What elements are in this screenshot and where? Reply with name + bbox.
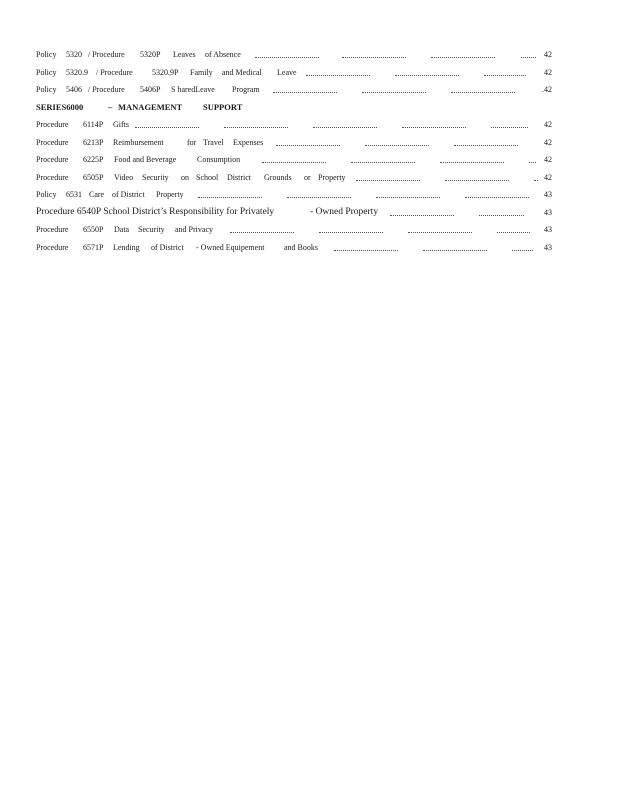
dot-leader [529, 162, 536, 163]
toc-entry-text: Expenses [233, 137, 264, 147]
toc-entry[interactable] [36, 151, 552, 169]
toc-entry-text: 6550P [83, 225, 104, 234]
dot-leader [521, 57, 536, 58]
dot-leader [262, 162, 326, 163]
toc-entry-text: 6505P [83, 172, 104, 182]
toc-entry-text: for [187, 137, 197, 147]
dot-leader [395, 75, 459, 76]
dot-leader [451, 92, 515, 93]
page-number: .42 [542, 85, 552, 94]
toc-entry-text: Policy [36, 67, 57, 77]
toc-entry-text: Program [232, 85, 260, 94]
dot-leader [454, 145, 518, 146]
page-number: 42 [544, 120, 552, 129]
toc-entry-text: Policy [36, 50, 57, 59]
toc-entry-text: Security [138, 225, 165, 234]
toc-entry-text: Security [142, 172, 169, 182]
dot-leader [342, 57, 406, 58]
page-number: 42 [544, 137, 552, 147]
dot-leader [402, 127, 466, 128]
toc-entry[interactable] [36, 239, 552, 257]
toc-entry-text: Care [89, 190, 105, 199]
table-of-contents [36, 46, 552, 256]
toc-entry-text: – [108, 101, 113, 112]
dot-leader [362, 92, 426, 93]
page-number: 43 [544, 207, 552, 217]
dot-leader [423, 250, 487, 251]
toc-entry-text: Reimbursement [113, 137, 164, 147]
page-number: 43 [544, 190, 552, 199]
toc-entry-text: 6571P [83, 242, 104, 252]
toc-entry-text: / Procedure [88, 85, 125, 94]
toc-entry-text: Procedure [36, 242, 69, 252]
page-number: 43 [544, 225, 552, 234]
dot-leader [351, 162, 415, 163]
dot-leader [319, 232, 383, 233]
dot-leader [497, 232, 530, 233]
toc-entry-text: / Procedure [96, 67, 133, 77]
toc-entry[interactable] [36, 169, 552, 187]
toc-entry[interactable] [36, 46, 552, 64]
toc-entry-text: MANAGEMENT [118, 101, 183, 112]
toc-entry-text: Policy [36, 85, 57, 94]
toc-entry-text: SUPPORT [203, 101, 243, 112]
toc-entry-text: Travel [203, 137, 224, 147]
toc-entry[interactable] [36, 186, 552, 204]
toc-entry-text: Property [156, 190, 184, 199]
dot-leader [491, 127, 528, 128]
toc-entry-text: 6225P [83, 155, 104, 164]
toc-entry-text: 6531 [66, 190, 82, 199]
toc-entry-text: Video [114, 172, 134, 182]
dot-leader [376, 197, 440, 198]
toc-entry-text: Family [190, 67, 213, 77]
dot-leader [479, 215, 524, 216]
toc-entry-text: and Medical [222, 67, 262, 77]
dot-leader [334, 250, 398, 251]
dot-leader [408, 232, 472, 233]
toc-entry-text: - Owned Equipement [196, 242, 265, 252]
toc-entry-text: 5406 [66, 85, 82, 94]
toc-entry-text: 6114P [83, 120, 104, 129]
toc-entry-text: SERIES6000 [36, 101, 84, 112]
dot-leader [135, 127, 199, 128]
dot-leader [465, 197, 529, 198]
dot-leader [306, 75, 370, 76]
toc-entry-text: - Owned Property [310, 206, 379, 217]
dot-leader [313, 127, 377, 128]
toc-entry-text: 6213P [83, 137, 104, 147]
toc-entry-text: Procedure [36, 172, 69, 182]
dot-leader [287, 197, 351, 198]
dot-leader [445, 180, 509, 181]
dot-leader [484, 75, 526, 76]
page-number: 43 [544, 242, 552, 252]
toc-entry-text: Gifts [113, 120, 129, 129]
toc-entry-text: Data [114, 225, 130, 234]
toc-entry-text: 5320.9P [152, 67, 179, 77]
toc-entry-text: Procedure [36, 155, 69, 164]
toc-entry-text: of District [112, 190, 145, 199]
toc-entry-text: Leave [277, 67, 297, 77]
toc-entry[interactable] [36, 116, 552, 134]
toc-entry-text: District [227, 172, 251, 182]
section-heading [36, 99, 552, 117]
toc-entry-text: Food and Beverage [114, 155, 177, 164]
toc-entry-text: and Books [284, 242, 318, 252]
toc-entry[interactable] [36, 134, 552, 152]
dot-leader [365, 145, 429, 146]
toc-entry[interactable] [36, 204, 552, 222]
toc-entry-text: 5320 [66, 50, 82, 59]
toc-entry-text: / Procedure [88, 50, 125, 59]
page-number: 42 [544, 172, 552, 182]
toc-entry[interactable] [36, 81, 552, 99]
page-number: 42 [544, 155, 552, 164]
toc-entry-text: 5406P [140, 85, 161, 94]
toc-entry-text: on [181, 172, 189, 182]
toc-entry-text: of District [151, 242, 184, 252]
toc-entry-text: or [304, 172, 311, 182]
dot-leader [390, 215, 454, 216]
dot-leader [512, 250, 533, 251]
dot-leader [431, 57, 495, 58]
dot-leader [255, 57, 319, 58]
toc-entry-text: Property [318, 172, 346, 182]
toc-entry-text: Grounds [264, 172, 292, 182]
toc-entry-text: of Absence [205, 50, 241, 59]
page-number: 42 [544, 67, 552, 77]
page-number: 42 [544, 50, 552, 59]
toc-entry-text: Procedure [36, 137, 69, 147]
dot-leader [276, 145, 340, 146]
toc-entry-text: 5320P [140, 50, 161, 59]
dot-leader [273, 92, 337, 93]
toc-entry-text: Procedure [36, 120, 69, 129]
dot-leader [198, 197, 262, 198]
toc-entry-text: S haredLeave [171, 85, 215, 94]
dot-leader [356, 180, 420, 181]
dot-leader [224, 127, 288, 128]
toc-entry-text: 5320.9 [66, 67, 88, 77]
dot-leader [230, 232, 294, 233]
dot-leader [534, 180, 538, 181]
toc-entry-text: Leaves [173, 50, 196, 59]
toc-entry-text: Lending [113, 242, 140, 252]
toc-entry-text: and Privacy [175, 225, 213, 234]
toc-entry-text: Procedure [36, 225, 69, 234]
toc-entry[interactable] [36, 221, 552, 239]
toc-entry-text: Consumption [197, 155, 241, 164]
toc-entry-text: School [196, 172, 219, 182]
dot-leader [440, 162, 504, 163]
toc-entry-text: Procedure 6540P School District’s Responsibility for Privately [36, 206, 275, 217]
toc-entry-text: Policy [36, 190, 57, 199]
toc-entry[interactable] [36, 64, 552, 82]
